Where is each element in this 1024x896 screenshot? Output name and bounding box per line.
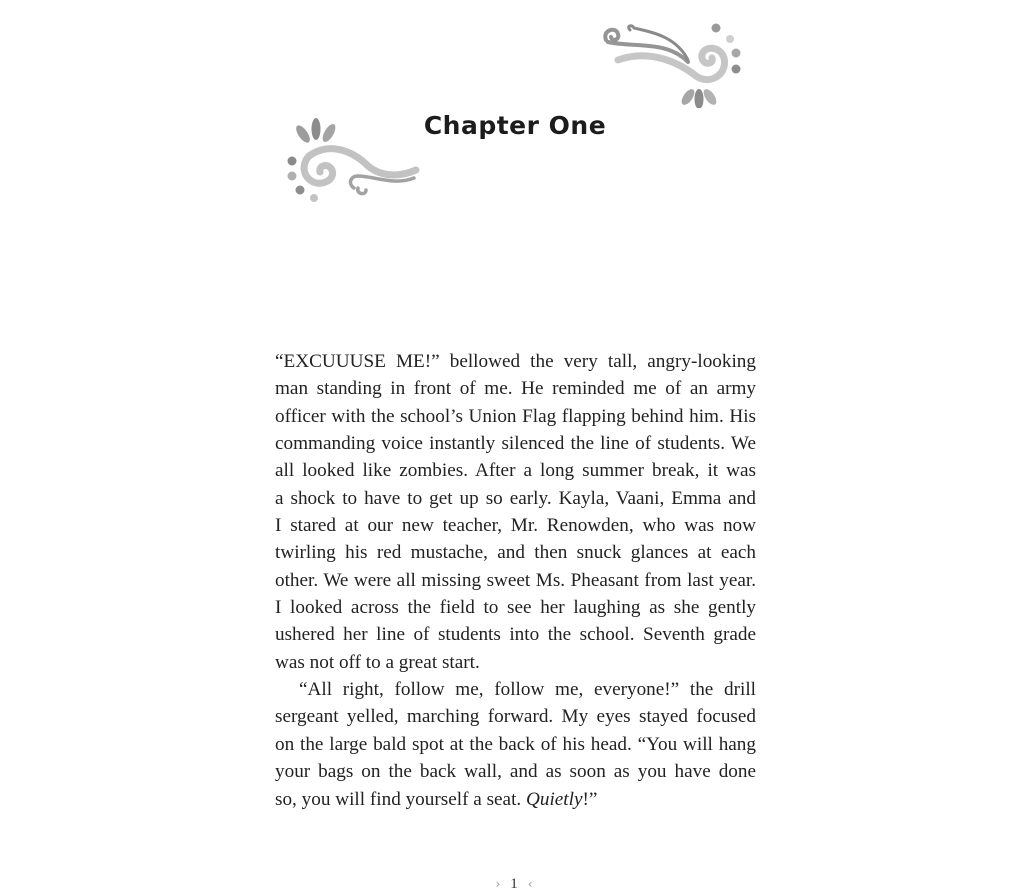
flourish-ornament-icon — [596, 18, 746, 108]
emphasized-word: Quietly — [526, 788, 583, 810]
text-line: twirling his red mustache, and then snuck glances at each — [275, 542, 756, 564]
text-line: “All right, follow me, follow me, everyone!” the drill — [299, 679, 756, 701]
text-line: officer with the school’s Union Flag flapping behind him. His — [275, 405, 756, 427]
page-number: 1 — [510, 875, 518, 892]
text-line: ushered her line of students into the school. Seventh grade — [275, 624, 756, 646]
text-line: so, you will find yourself a seat. Quietly!” — [275, 788, 598, 810]
chevron-left-ornament-icon: ‹ — [527, 877, 533, 891]
text-line: on the large bald spot at the back of his head. “You will hang — [275, 733, 756, 755]
chapter-title: Chapter One — [423, 110, 607, 140]
flourish-ornament-icon — [284, 114, 424, 206]
text-line: “EXCUUUSE ME!” bellowed the very tall, angry-looking — [275, 351, 756, 372]
chapter-body — [275, 348, 756, 813]
text-line: I stared at our new teacher, Mr. Renowden, who was now — [275, 515, 756, 537]
text-line: your bags on the back wall, and as soon as you have done — [275, 761, 756, 783]
text-line: a shock to have to get up so early. Kayla, Vaani, Emma and — [275, 487, 756, 509]
chevron-right-ornament-icon: › — [495, 877, 501, 891]
text-line: sergeant yelled, marching forward. My eyes stayed focused — [275, 706, 756, 728]
text-line: commanding voice instantly silenced the line of students. We — [275, 433, 756, 455]
text-line: I looked across the field to see her laughing as she gently — [275, 597, 756, 619]
text-line: man standing in front of me. He reminded me of an army — [275, 378, 756, 400]
page-footer — [484, 874, 544, 894]
text-line: was not off to a great start. — [275, 651, 480, 673]
paragraph-2 — [275, 676, 756, 813]
text-line: other. We were all missing sweet Ms. Pheasant from last year. — [275, 569, 756, 591]
paragraph-1 — [275, 348, 756, 676]
text-line: all looked like zombies. After a long summer break, it was — [275, 460, 756, 482]
